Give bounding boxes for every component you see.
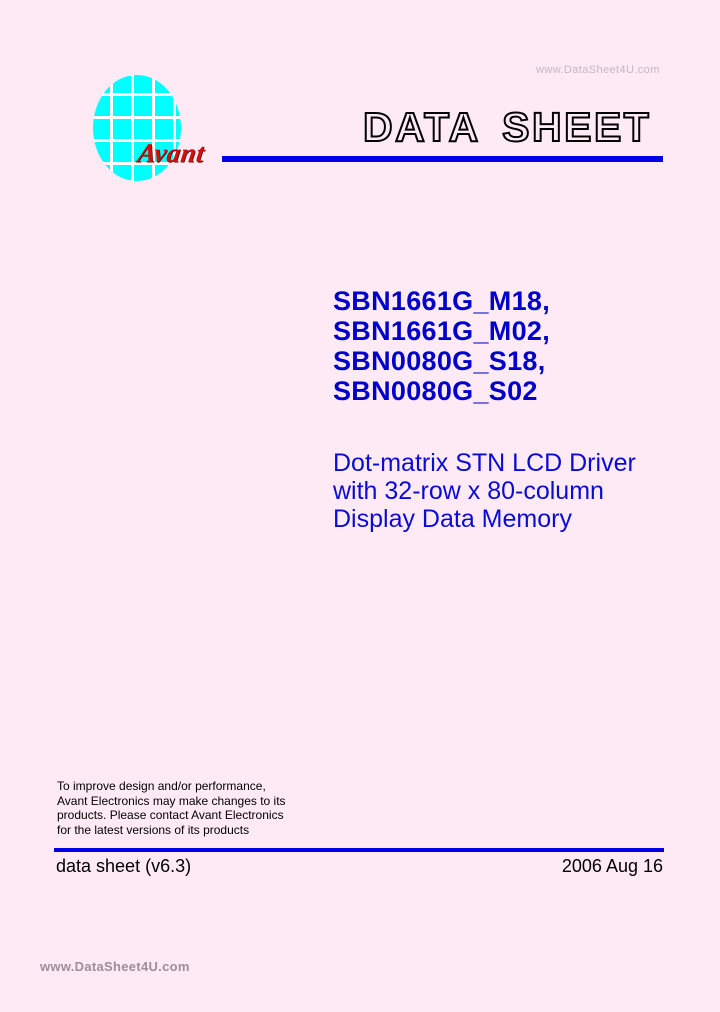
footer-date-label: 2006 Aug 16 bbox=[561, 856, 663, 876]
bottom-watermark: www.DataSheet4U.com bbox=[40, 959, 190, 974]
top-watermark: www.DataSheet4U.com bbox=[536, 64, 660, 76]
disclaimer-text bbox=[57, 779, 286, 837]
product-description bbox=[333, 449, 636, 533]
product-description-line: Dot-matrix STN LCD Driver bbox=[333, 449, 636, 477]
product-name-list bbox=[333, 286, 550, 406]
disclaimer-line: Avant Electronics may make changes to its bbox=[57, 793, 286, 808]
footer-rule bbox=[54, 848, 664, 852]
product-name-line: SBN0080G_S02 bbox=[333, 376, 538, 406]
product-description-line: with 32-row x 80-column bbox=[333, 477, 604, 505]
product-description-line: Display Data Memory bbox=[333, 505, 572, 533]
header-rule bbox=[222, 156, 663, 162]
disclaimer-line: for the latest versions of its products bbox=[57, 822, 250, 837]
disclaimer-line: products. Please contact Avant Electronics bbox=[57, 808, 284, 823]
product-name-line: SBN1661G_M02, bbox=[333, 316, 551, 346]
datasheet-title: DATA SHEET bbox=[363, 104, 652, 150]
disclaimer-line: To improve design and/or performance, bbox=[57, 779, 266, 793]
product-name-line: SBN1661G_M18, bbox=[333, 286, 551, 316]
footer-version-label: data sheet (v6.3) bbox=[56, 856, 192, 876]
product-name-line: SBN0080G_S18, bbox=[333, 346, 546, 376]
avant-logo-wordmark: Avant bbox=[135, 138, 207, 168]
